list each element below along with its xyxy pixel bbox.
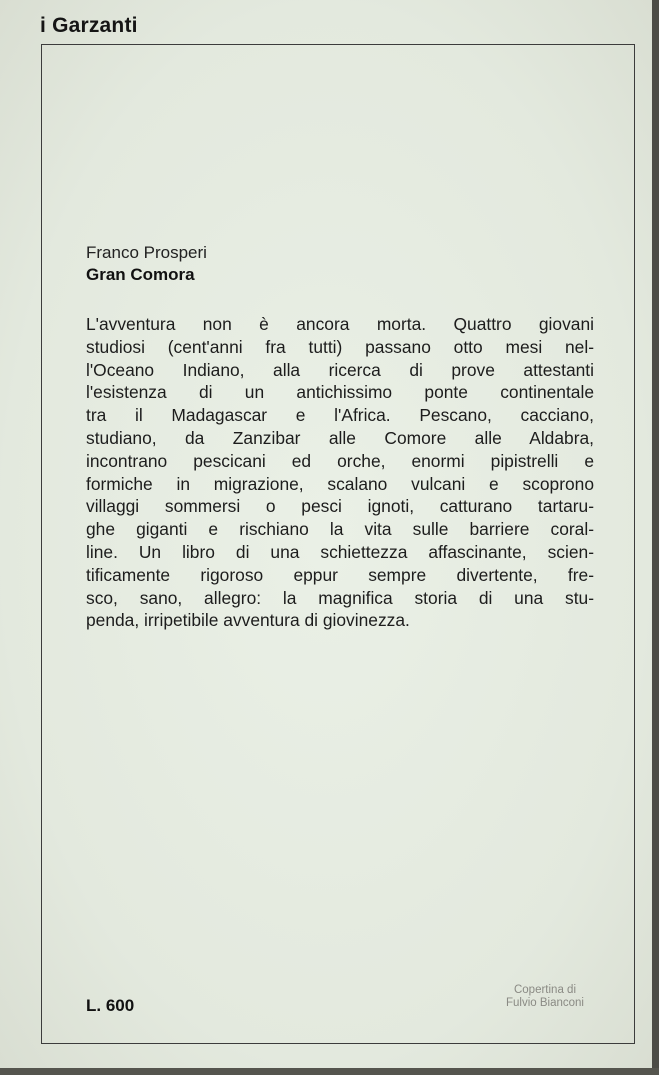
page-edge-right [652,0,659,1075]
price-label: L. 600 [86,996,135,1015]
blurb-line: incontrano pescicani ed orche, enormi pipistrelli e [86,450,594,471]
author-name: Franco Prosperi [86,243,207,262]
publisher-logo: i Garzanti [40,14,138,37]
blurb-line: L'avventura non è ancora morta. Quattro giovani [86,314,594,334]
blurb-line: tra il Madagascar e l'Africa. Pescano, cacciano, [86,405,594,426]
blurb-line: sco, sano, allegro: la magnifica storia di una stu- [86,587,594,608]
cover-credit [490,984,600,1010]
blurb-line: tificamente rigoroso eppur sempre divertente, fre- [86,564,594,585]
blurb-line: l'Oceano Indiano, alla ricerca di prove attestanti [86,359,594,380]
blurb-line: line. Un libro di una schiettezza affascinante, scien- [86,541,594,562]
book-title: Gran Comora [86,265,195,284]
page-edge-bottom [0,1068,659,1075]
blurb-line: formiche in migrazione, scalano vulcani e scoprono [86,473,594,494]
blurb-line: studiano, da Zanzibar alle Comore alle Aldabra, [86,427,594,448]
blurb-line: studiosi (cent'anni fra tutti) passano otto mesi nel- [86,336,594,357]
blurb-text [86,313,594,632]
cover-credit-line1: Copertina di [513,984,576,996]
blurb-line: penda, irripetibile avventura di giovinezza. [86,610,410,631]
blurb-line: villaggi sommersi o pesci ignoti, catturano tartaru- [86,496,594,517]
cover-credit-line2: Fulvio Bianconi [506,997,584,1009]
blurb-line: l'esistenza di un antichissimo ponte continentale [86,382,594,403]
blurb-line: ghe giganti e rischiano la vita sulle barriere coral- [86,519,594,540]
